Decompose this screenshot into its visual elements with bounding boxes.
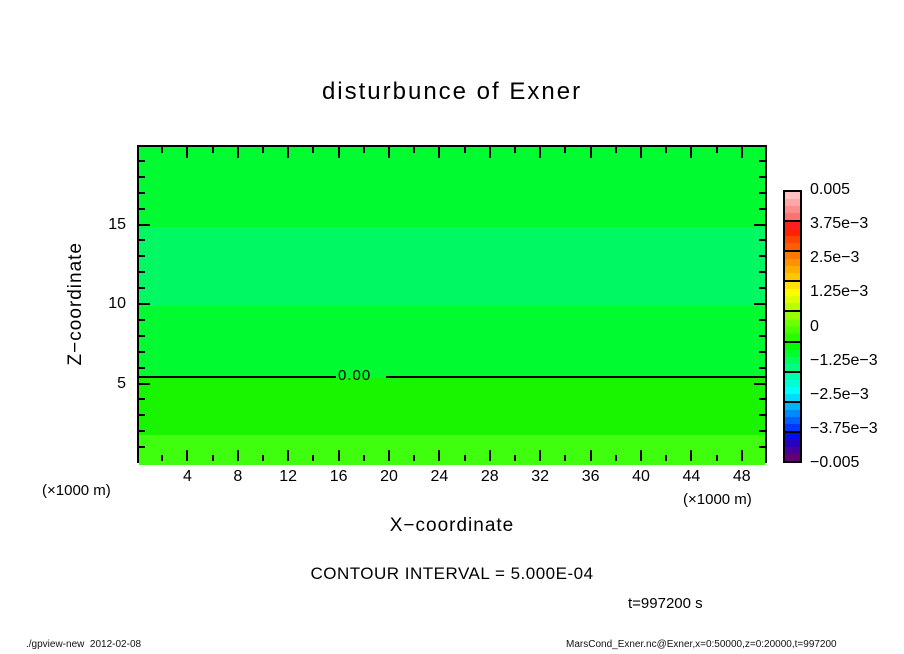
axis-tick: [759, 271, 765, 273]
axis-tick: [754, 224, 765, 226]
axis-tick: [759, 351, 765, 353]
colorbar: [783, 190, 802, 463]
axis-tick: [388, 450, 390, 461]
colorbar-box: [785, 222, 800, 252]
time-label: t=997200 s: [628, 595, 703, 612]
axis-tick: [759, 430, 765, 432]
colorbar-tick-label: 1.25e−3: [810, 283, 869, 301]
y-axis-unit: (×1000 m): [42, 482, 111, 499]
axis-tick: [363, 147, 365, 153]
axis-tick: [590, 147, 592, 158]
axis-tick: [161, 455, 163, 461]
axis-tick: [690, 450, 692, 461]
axis-tick: [139, 398, 145, 400]
colorbar-tick-label: −0.005: [810, 454, 860, 471]
axis-tick: [564, 455, 566, 461]
axis-tick: [139, 446, 145, 448]
axis-tick: [665, 455, 667, 461]
axis-tick: [759, 176, 765, 178]
axis-tick: [640, 147, 642, 158]
zero-contour-line: [386, 376, 765, 378]
axis-tick: [388, 147, 390, 158]
x-tick-label: 36: [581, 468, 600, 485]
axis-tick: [759, 208, 765, 210]
plot-area: [137, 145, 767, 463]
axis-tick: [237, 147, 239, 158]
x-tick-label: 44: [682, 468, 701, 485]
colorbar-box: [785, 282, 800, 312]
axis-tick: [759, 398, 765, 400]
x-tick-label: 32: [531, 468, 550, 485]
axis-tick: [690, 147, 692, 158]
axis-tick: [759, 192, 765, 194]
colorbar-tick-label: 2.5e−3: [810, 249, 860, 267]
plot-band: [139, 435, 765, 465]
axis-tick: [759, 319, 765, 321]
axis-tick: [514, 147, 516, 153]
y-axis-title: Z−coordinate: [65, 242, 86, 366]
axis-tick: [539, 147, 541, 158]
axis-tick: [212, 147, 214, 153]
axis-tick: [539, 450, 541, 461]
y-tick-label: 15: [108, 215, 126, 233]
colorbar-box: [785, 192, 800, 222]
axis-tick: [186, 450, 188, 461]
contour-interval-text: CONTOUR INTERVAL = 5.000E-04: [310, 564, 594, 583]
x-axis-unit: (×1000 m): [683, 491, 752, 508]
axis-tick: [615, 455, 617, 461]
x-tick-label: 4: [182, 468, 192, 485]
axis-tick: [262, 147, 264, 153]
x-tick-label: 48: [732, 468, 751, 485]
axis-tick: [413, 147, 415, 153]
axis-tick: [741, 147, 743, 158]
plot-band: [139, 147, 765, 227]
axis-tick: [139, 383, 150, 385]
axis-tick: [139, 303, 150, 305]
axis-tick: [139, 208, 145, 210]
axis-tick: [237, 450, 239, 461]
axis-tick: [759, 414, 765, 416]
axis-tick: [413, 455, 415, 461]
axis-tick: [759, 160, 765, 162]
x-axis-title: X−coordinate: [389, 515, 515, 536]
colorbar-tick-label: −1.25e−3: [810, 351, 878, 369]
axis-tick: [139, 239, 145, 241]
axis-tick: [759, 446, 765, 448]
y-tick-label: 10: [108, 295, 126, 312]
axis-tick: [759, 287, 765, 289]
colorbar-box: [785, 343, 800, 373]
axis-tick: [754, 383, 765, 385]
axis-tick: [338, 450, 340, 461]
axis-tick: [139, 255, 145, 257]
plot-band: [139, 306, 765, 377]
axis-tick: [139, 192, 145, 194]
axis-tick: [759, 335, 765, 337]
axis-tick: [665, 147, 667, 153]
axis-tick: [139, 351, 145, 353]
axis-tick: [139, 430, 145, 432]
colorbar-box: [785, 373, 800, 403]
axis-tick: [754, 303, 765, 305]
y-tick-label: 5: [117, 374, 126, 392]
axis-tick: [438, 147, 440, 158]
axis-tick: [464, 147, 466, 153]
axis-tick: [186, 147, 188, 158]
axis-tick: [212, 455, 214, 461]
axis-tick: [139, 271, 145, 273]
colorbar-tick-label: −2.5e−3: [810, 385, 869, 403]
axis-tick: [139, 224, 150, 226]
axis-tick: [590, 450, 592, 461]
axis-tick: [759, 239, 765, 241]
colorbar-box: [785, 403, 800, 433]
axis-tick: [262, 455, 264, 461]
axis-tick: [139, 287, 145, 289]
colorbar-tick-label: 0: [810, 317, 819, 335]
colorbar-tick-label: 3.75e−3: [810, 215, 869, 233]
axis-tick: [564, 147, 566, 153]
x-tick-label: 20: [380, 468, 398, 485]
axis-tick: [464, 455, 466, 461]
axis-tick: [438, 450, 440, 461]
colorbar-tick-label: −3.75e−3: [810, 419, 878, 437]
axis-tick: [489, 147, 491, 158]
plot-band: [139, 377, 765, 435]
plot-band: [139, 227, 765, 307]
axis-tick: [139, 160, 145, 162]
colorbar-box: [785, 312, 800, 342]
axis-tick: [139, 335, 145, 337]
axis-tick: [716, 455, 718, 461]
axis-tick: [139, 319, 145, 321]
zero-contour-label: 0.00: [338, 366, 372, 384]
axis-tick: [759, 367, 765, 369]
axis-tick: [312, 455, 314, 461]
x-tick-label: 28: [480, 468, 499, 485]
axis-tick: [287, 450, 289, 461]
colorbar-box: [785, 252, 800, 282]
axis-tick: [287, 147, 289, 158]
axis-tick: [312, 147, 314, 153]
x-tick-label: 12: [279, 468, 298, 485]
axis-tick: [338, 147, 340, 158]
y-axis-title-wrap: [58, 145, 94, 463]
axis-tick: [139, 367, 145, 369]
footer-command-text: ./gpview-new 2012-02-08: [26, 639, 142, 650]
axis-tick: [741, 450, 743, 461]
page-title: disturbunce of Exner: [321, 78, 583, 105]
axis-tick: [759, 255, 765, 257]
axis-tick: [139, 414, 145, 416]
axis-tick: [363, 455, 365, 461]
axis-tick: [489, 450, 491, 461]
x-tick-label: 24: [430, 468, 449, 485]
x-tick-label: 8: [233, 468, 243, 485]
colorbar-box: [785, 433, 800, 461]
zero-contour-line: [139, 376, 336, 378]
footer-source-text: MarsCond_Exner.nc@Exner,x=0:50000,z=0:20000,t=997200: [566, 639, 837, 650]
axis-tick: [139, 176, 145, 178]
axis-tick: [514, 455, 516, 461]
axis-tick: [640, 450, 642, 461]
axis-tick: [716, 147, 718, 153]
x-tick-label: 40: [632, 468, 650, 485]
colorbar-tick-label: 0.005: [810, 181, 851, 198]
axis-tick: [161, 147, 163, 153]
x-tick-label: 16: [329, 468, 348, 485]
axis-tick: [615, 147, 617, 153]
